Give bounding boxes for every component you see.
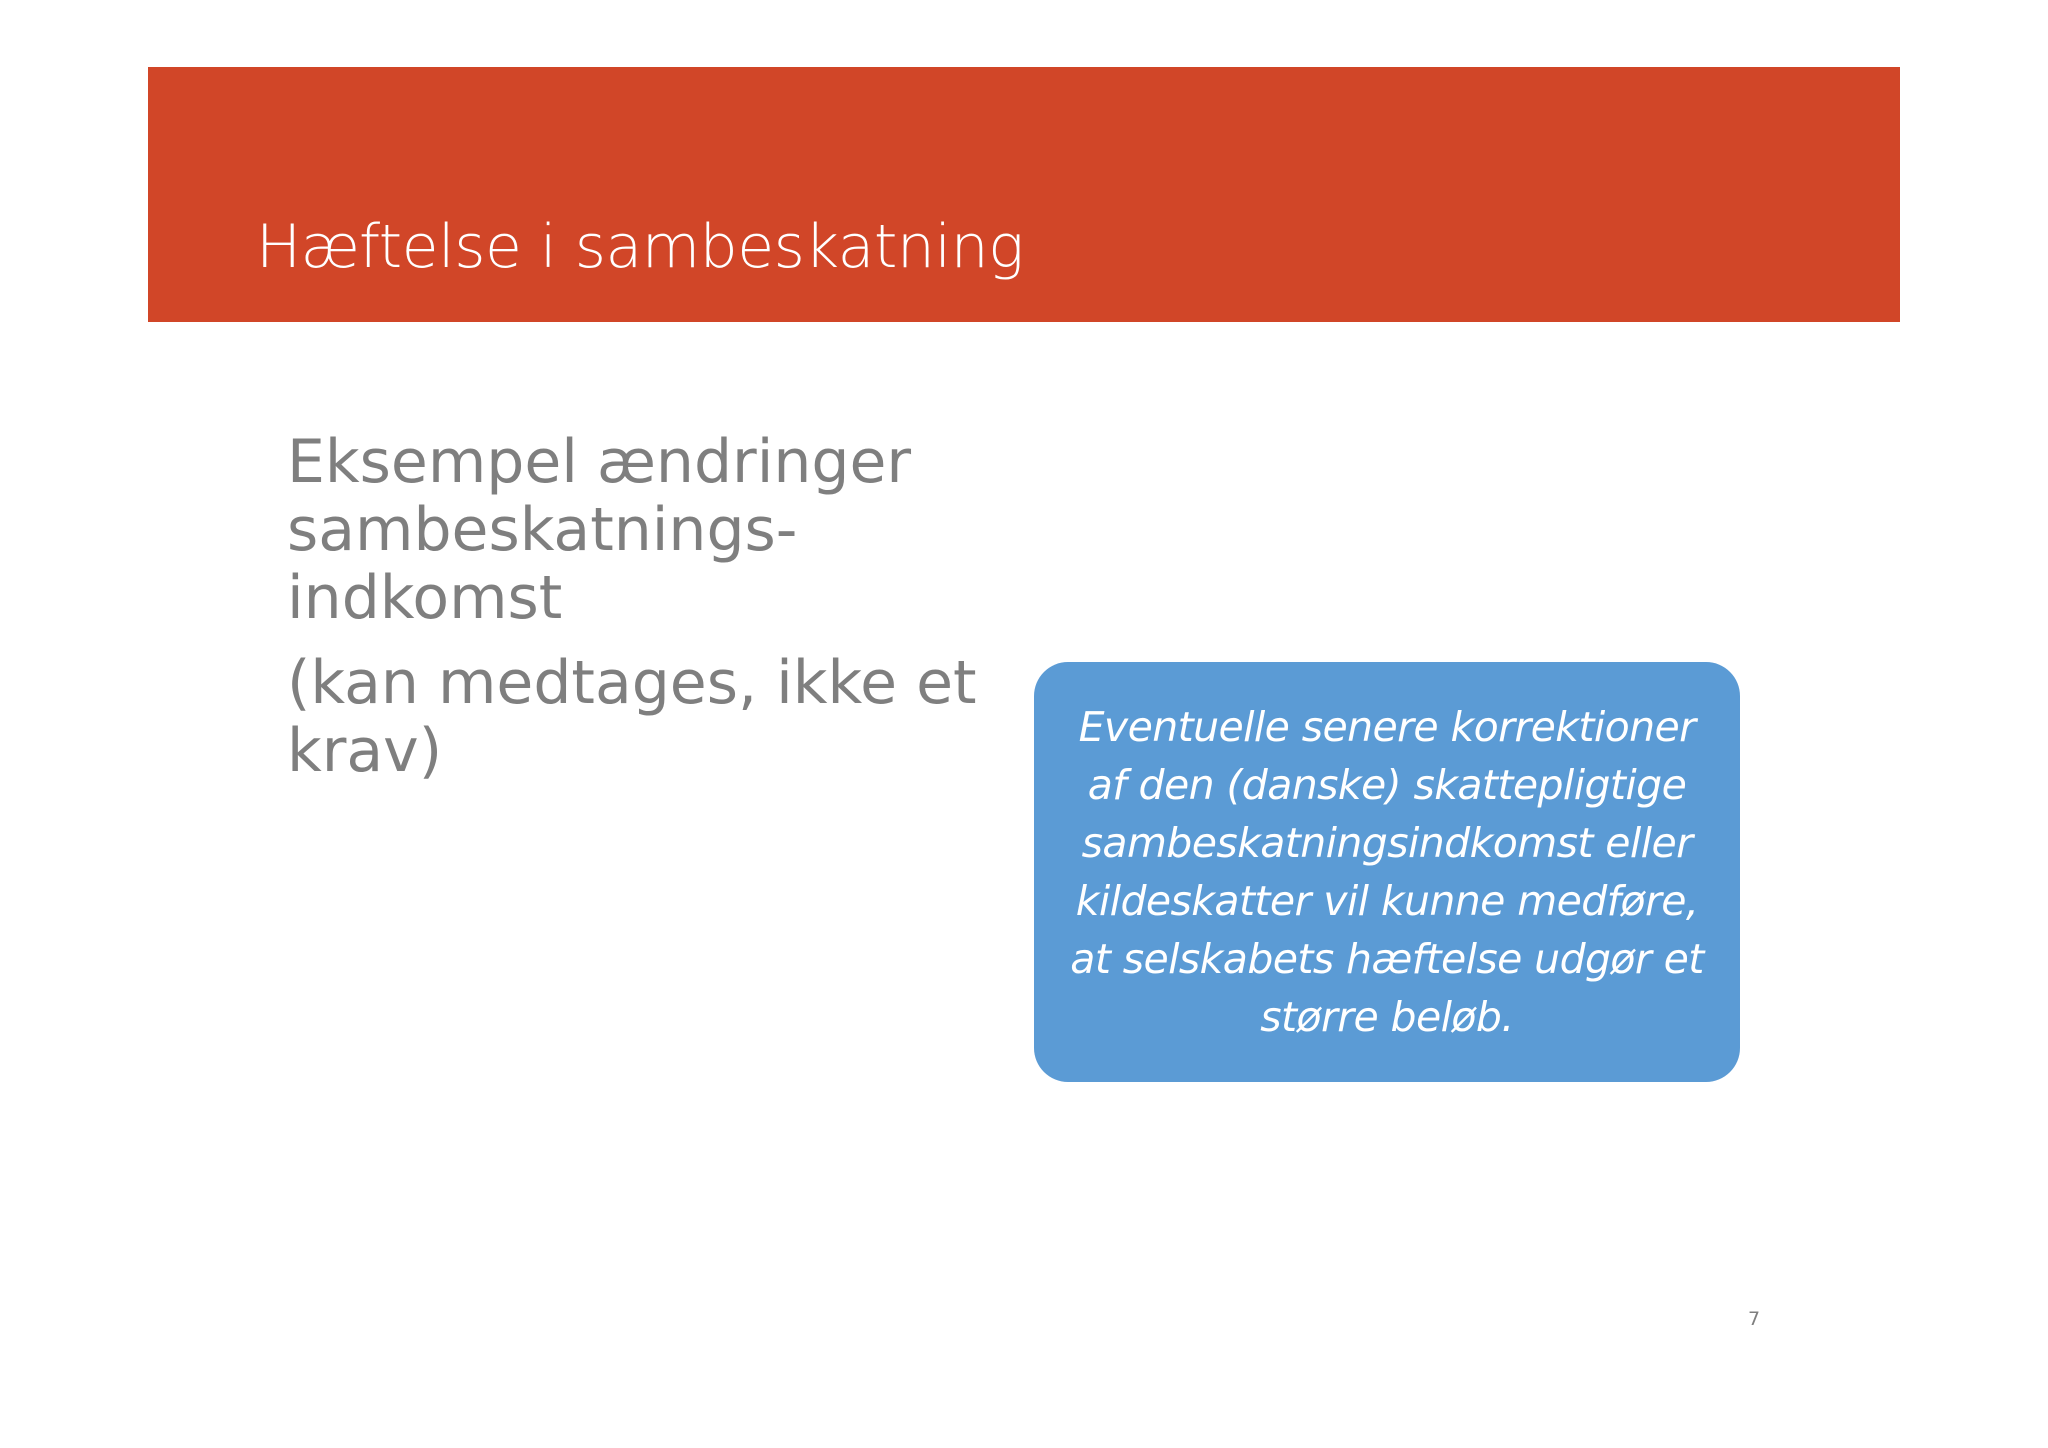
callout-line: større beløb. (1260, 993, 1514, 1041)
title-bar (148, 67, 1900, 322)
heading-paragraph (287, 428, 1007, 632)
callout-line: af den (danske) skattepligtige (1087, 761, 1687, 809)
left-text-block (287, 428, 1007, 785)
note-paragraph (287, 649, 1007, 785)
callout-line: at selskabets hæftelse udgør et (1070, 935, 1704, 983)
slide-title: Hæftelse i sambeskatning (256, 212, 1024, 282)
heading-line: sambeskatnings- (287, 495, 798, 565)
note-line: (kan medtages, ikke et (287, 648, 977, 718)
heading-line: indkomst (287, 563, 563, 633)
callout-box (1034, 662, 1740, 1082)
page-number: 7 (1748, 1308, 1761, 1330)
callout-line: kildeskatter vil kunne medføre, (1075, 877, 1699, 925)
callout-line: Eventuelle senere korrektioner (1078, 703, 1696, 751)
callout-line: sambeskatningsindkomst eller (1081, 819, 1693, 867)
heading-line: Eksempel ændringer (287, 427, 912, 497)
note-line: krav) (287, 716, 443, 786)
callout-text (1070, 698, 1703, 1046)
